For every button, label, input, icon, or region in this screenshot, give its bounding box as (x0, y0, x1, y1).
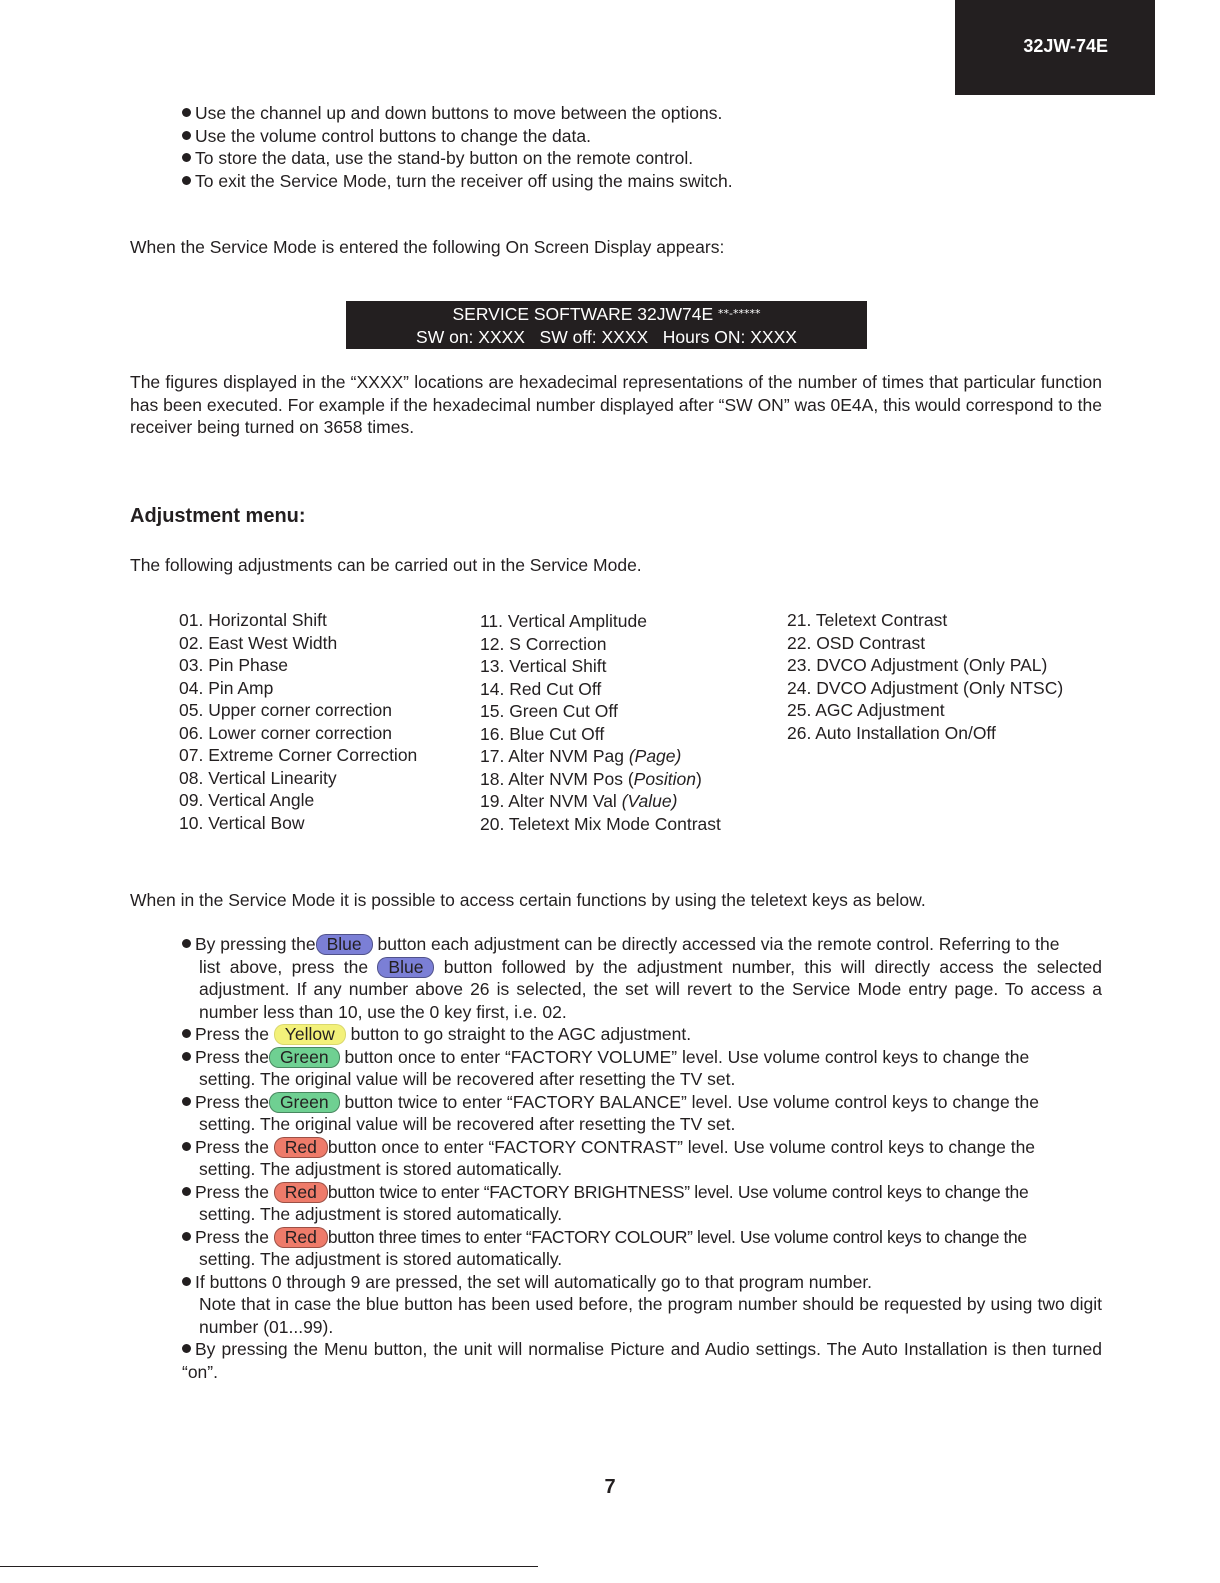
instruction-item: Use the channel up and down buttons to move between the options. (182, 102, 733, 125)
list-item: 21. Teletext Contrast (787, 610, 948, 630)
list-item: 02. East West Width (179, 632, 338, 653)
list-item: Press the Green button once to enter “FACTORY VOLUME” level. Use volume control keys to change the setting. The original value will be recovered after resetting the TV set. (182, 1046, 1102, 1091)
list-item: 24. DVCO Adjustment (Only NTSC) (787, 677, 1064, 698)
instruction-item: Use the volume control buttons to change the data. (182, 125, 733, 148)
list-item: 16. Blue Cut Off (480, 723, 605, 744)
green-key-label: Green (269, 1047, 340, 1068)
bullet-icon (182, 153, 191, 162)
list-item: 09. Vertical Angle (179, 790, 315, 810)
model-number: 32JW-74E (1023, 36, 1108, 56)
osd-intro: When the Service Mode is entered the following On Screen Display appears: (130, 237, 725, 257)
list-item: 04. Pin Amp (179, 677, 274, 698)
red-key-label: Red (274, 1227, 328, 1248)
instruction-item: To exit the Service Mode, turn the receiver off using the mains switch. (182, 170, 733, 193)
bullet-icon (182, 1187, 191, 1196)
navigation-instructions (182, 102, 733, 192)
list-item: 23. DVCO Adjustment (Only PAL) (787, 655, 1048, 675)
teletext-intro: When in the Service Mode it is possible to access certain functions by using the teletext keys as below. (130, 890, 926, 910)
footer-divider (0, 1566, 538, 1567)
list-item: If buttons 0 through 9 are pressed, the set will automatically go to that program number. Note that in case the blue button has been used before, the program number should be requested by using two digit number (01...99). (182, 1271, 1102, 1339)
bullet-icon (182, 1232, 191, 1241)
list-item: Press the Green button twice to enter “FACTORY BALANCE” level. Use volume control keys to change the setting. The original value will be recovered after resetting the TV set. (182, 1091, 1102, 1136)
bullet-icon (182, 1142, 191, 1151)
list-item: 19. Alter NVM Val (Value) (480, 791, 678, 811)
list-item: Press the Red button three times to enter “FACTORY COLOUR” level. Use volume control keys to change the setting. The adjustment is stored automatically. (182, 1226, 1102, 1271)
note-text: Note that in case the blue button has been used before, the program number should be requested by using two digit number (01...99). (199, 1294, 1102, 1337)
list-item: 13. Vertical Shift (480, 656, 607, 676)
list-item: 06. Lower corner correction (179, 722, 393, 743)
list-item: Press the Red button once to enter “FACTORY CONTRAST” level. Use volume control keys to change the setting. The adjustment is stored automatically. (182, 1136, 1102, 1181)
teletext-key-list (182, 933, 1102, 1383)
adjustment-column-1 (179, 609, 417, 834)
osd-line-2: SW on: XXXX SW off: XXXX Hours ON: XXXX (416, 327, 797, 347)
bullet-icon (182, 939, 191, 948)
adjustment-column-3 (787, 609, 1063, 744)
explanation-paragraph: The figures displayed in the “XXXX” locations are hexadecimal representations of the number of times that particular function has been executed. For example if the hexadecimal number displayed after “SW ON” was 0E4A, this would correspond to the receiver being turned on 3658 times. (130, 372, 1102, 437)
bullet-icon (182, 1344, 191, 1353)
bullet-icon (182, 1277, 191, 1286)
instruction-item: To store the data, use the stand-by button on the remote control. (182, 147, 733, 170)
yellow-key-label: Yellow (274, 1024, 346, 1045)
bullet-icon (182, 1052, 191, 1061)
list-item: 14. Red Cut Off (480, 678, 602, 699)
bullet-icon (182, 1029, 191, 1038)
list-item: 08. Vertical Linearity (179, 767, 337, 788)
osd-line-1: SERVICE SOFTWARE 32JW74E **-***** (452, 304, 761, 324)
blue-key-label: Blue (377, 957, 434, 978)
bullet-icon (182, 176, 191, 185)
page-number: 7 (604, 1476, 616, 1498)
list-item: 01. Horizontal Shift (179, 610, 327, 630)
osd-display (346, 301, 867, 349)
list-item: 26. Auto Installation On/Off (787, 722, 996, 743)
red-key-label: Red (274, 1137, 328, 1158)
list-item: 07. Extreme Corner Correction (179, 745, 418, 765)
list-item: Press the Red button twice to enter “FACTORY BRIGHTNESS” level. Use volume control keys to change the setting. The adjustment is stored automatically. (182, 1181, 1102, 1226)
list-item: 20. Teletext Mix Mode Contrast (480, 813, 721, 834)
list-item: 05. Upper corner correction (179, 700, 393, 720)
red-key-label: Red (274, 1182, 328, 1203)
green-key-label: Green (269, 1092, 340, 1113)
list-item: 17. Alter NVM Pag (Page) (480, 746, 682, 766)
adjustment-intro: The following adjustments can be carried out in the Service Mode. (130, 555, 642, 575)
adjustment-column-2 (480, 610, 721, 835)
list-item: 22. OSD Contrast (787, 632, 926, 653)
bullet-icon (182, 108, 191, 117)
list-item: 12. S Correction (480, 633, 607, 654)
list-item: By pressing the Menu button, the unit will normalise Picture and Audio settings. The Auto Installation is then turned “on”. (182, 1339, 1102, 1382)
adjustment-heading: Adjustment menu: (130, 505, 306, 527)
list-item: 11. Vertical Amplitude (480, 611, 647, 631)
list-item: 18. Alter NVM Pos (Position) (480, 768, 702, 789)
list-item: 03. Pin Phase (179, 655, 288, 675)
list-item: Press the Yellow button to go straight to the AGC adjustment. (182, 1023, 1102, 1046)
blue-key-label: Blue (316, 934, 373, 955)
list-item: 15. Green Cut Off (480, 701, 618, 721)
list-item: 25. AGC Adjustment (787, 700, 945, 720)
list-item: By pressing the Blue button each adjustment can be directly accessed via the remote control. Referring to the list above, press the Blue button followed by the adjustment number, this will directly access the selected adjustment. If any number above 26 is selected, the set will revert to the Service Mode entry page. To access a number less than 10, use the 0 key first, i.e. 02. (182, 933, 1102, 1023)
bullet-icon (182, 131, 191, 140)
model-tab (955, 0, 1155, 95)
bullet-icon (182, 1097, 191, 1106)
list-item: 10. Vertical Bow (179, 812, 305, 833)
